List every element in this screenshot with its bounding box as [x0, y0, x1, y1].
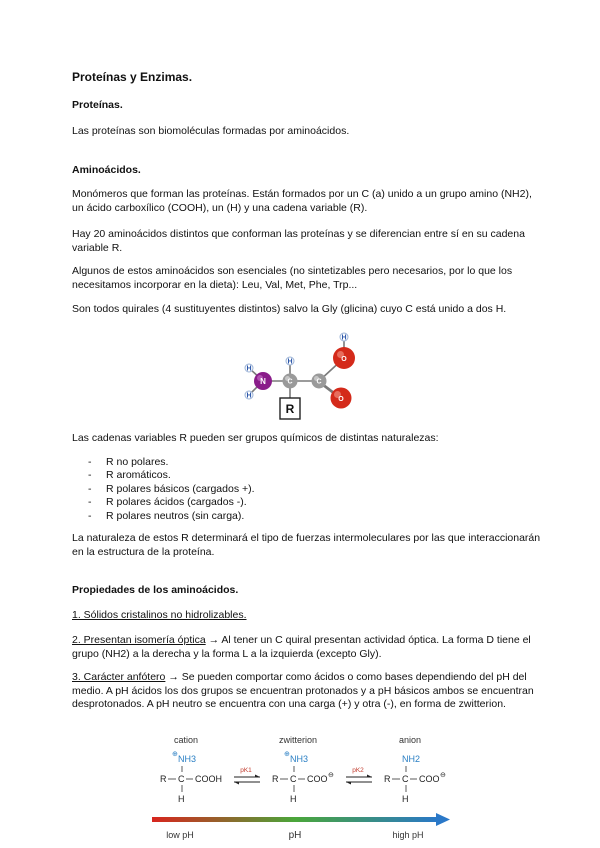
svg-text:⊕: ⊕	[284, 751, 290, 758]
hydrogen-atom	[245, 364, 253, 373]
svg-text:COOH: COOH	[195, 774, 222, 784]
pk1-equilibrium-arrows	[234, 767, 260, 785]
zwitterion-structure	[272, 751, 334, 804]
cation-label: cation	[173, 735, 199, 745]
amino-paragraph-3: Algunos de estos aminoácidos son esenciales (no sintetizables pero necesarios, por lo que los necesitamos incorporar en la dieta): Leu, Val, Met, Phe, Trp...	[72, 265, 513, 291]
r-group-types-list	[72, 456, 255, 523]
hydrogen-atom	[286, 357, 294, 366]
svg-text:R: R	[285, 402, 295, 416]
svg-text:pK2: pK2	[352, 767, 364, 774]
svg-text:R: R	[160, 774, 167, 784]
svg-text:H: H	[341, 334, 347, 342]
hydrogen-atom	[245, 391, 253, 400]
svg-text:COO: COO	[307, 774, 328, 784]
anion-structure	[384, 754, 446, 804]
hydrogen-atom	[340, 333, 348, 342]
svg-text:H: H	[290, 794, 297, 804]
svg-text:H: H	[246, 392, 252, 400]
property-3	[72, 671, 542, 712]
svg-text:NH2: NH2	[402, 754, 421, 764]
pk2-equilibrium-arrows	[346, 767, 372, 785]
amino-paragraph-4: Son todos quirales (4 sustituyentes distintos) salvo la Gly (glicina) cuyo C está unido a dos H.	[72, 303, 507, 315]
svg-text:R: R	[272, 774, 279, 784]
svg-text:C: C	[402, 774, 409, 784]
svg-text:NH3: NH3	[290, 754, 309, 764]
svg-text:H: H	[178, 794, 185, 804]
svg-text:N: N	[260, 377, 266, 386]
svg-text:H: H	[287, 358, 293, 366]
svg-text:C: C	[316, 378, 322, 386]
carboxyl-carbon-atom	[312, 374, 327, 389]
svg-text:NH3: NH3	[178, 754, 197, 764]
list-item: - R polares ácidos (cargados -).	[72, 496, 255, 509]
svg-text:⊖: ⊖	[440, 772, 446, 779]
amino-heading: Aminoácidos.	[72, 164, 141, 176]
carbonyl-oxygen-atom	[331, 388, 352, 409]
property-3-title: 3. Carácter anfótero	[72, 671, 166, 683]
amino-paragraph-5: Las cadenas variables R pueden ser grupos químicos de distintas naturalezas:	[72, 432, 439, 444]
svg-text:H: H	[246, 365, 252, 373]
amino-paragraph-6: La naturaleza de estos R determinará el tipo de fuerzas intermoleculares por las que interaccionarán en la estructura de la proteína.	[72, 532, 541, 558]
high-ph-label: high pH	[392, 830, 424, 840]
list-item: - R polares neutros (sin carga).	[72, 510, 255, 523]
hydroxyl-oxygen-atom	[333, 347, 355, 369]
list-item: - R no polares.	[72, 456, 255, 469]
svg-text:pK1: pK1	[240, 767, 252, 774]
property-3-text: → Se pueden comportar como ácidos o como bases dependiendo del pH del medio. A pH ácidos los dos grupos se encuentran protonados y a pH básicos ambos se encuentran desprotonados. A pH neutro se encuentra con una carga (+) y otra (-), en forma de zwitterion.	[72, 671, 534, 710]
nitrogen-atom	[254, 372, 272, 390]
svg-text:C: C	[287, 378, 293, 386]
svg-text:COO: COO	[419, 774, 440, 784]
property-2	[72, 634, 542, 661]
alpha-carbon-atom	[283, 374, 298, 389]
amino-acid-molecule-figure	[235, 328, 365, 424]
proteins-heading: Proteínas.	[72, 99, 123, 111]
svg-text:⊖: ⊖	[328, 772, 334, 779]
page-title: Proteínas y Enzimas.	[72, 70, 193, 84]
ph-gradient-arrow	[152, 813, 450, 826]
svg-text:C: C	[178, 774, 185, 784]
list-item: - R aromáticos.	[72, 469, 255, 482]
r-group-box	[280, 398, 300, 419]
svg-text:⊕: ⊕	[172, 751, 178, 758]
zwitterion-label: zwitterion	[278, 735, 318, 745]
svg-text:O: O	[338, 396, 344, 403]
svg-text:H: H	[402, 794, 409, 804]
low-ph-label: low pH	[166, 830, 194, 840]
svg-text:C: C	[290, 774, 297, 784]
properties-heading: Propiedades de los aminoácidos.	[72, 584, 239, 596]
svg-text:O: O	[341, 356, 347, 363]
anion-label: anion	[398, 735, 422, 745]
proteins-text: Las proteínas son biomoléculas formadas por aminoácidos.	[72, 125, 350, 137]
property-1: 1. Sólidos cristalinos no hidrolizables.	[72, 609, 247, 621]
amino-paragraph-1: Monómeros que forman las proteínas. Están formados por un C (a) unido a un grupo amino (NH2), un ácido carboxílico (COOH), un (H) y una cadena variable (R).	[72, 188, 532, 214]
amino-paragraph-2: Hay 20 aminoácidos distintos que conforman las proteínas y se diferencian entre sí en su cadena variable R.	[72, 228, 525, 254]
ph-forms-diagram	[150, 732, 460, 844]
list-item: - R polares básicos (cargados +).	[72, 483, 255, 496]
ph-label: pH	[288, 830, 302, 841]
property-2-text: → Al tener un C quiral presentan actividad óptica. La forma D tiene el grupo (NH2) a la derecha y la forma L a la izquierda (excepto Gly).	[72, 634, 531, 660]
property-2-title: 2. Presentan isomería óptica	[72, 634, 206, 646]
cation-structure	[160, 751, 222, 804]
svg-text:R: R	[384, 774, 391, 784]
